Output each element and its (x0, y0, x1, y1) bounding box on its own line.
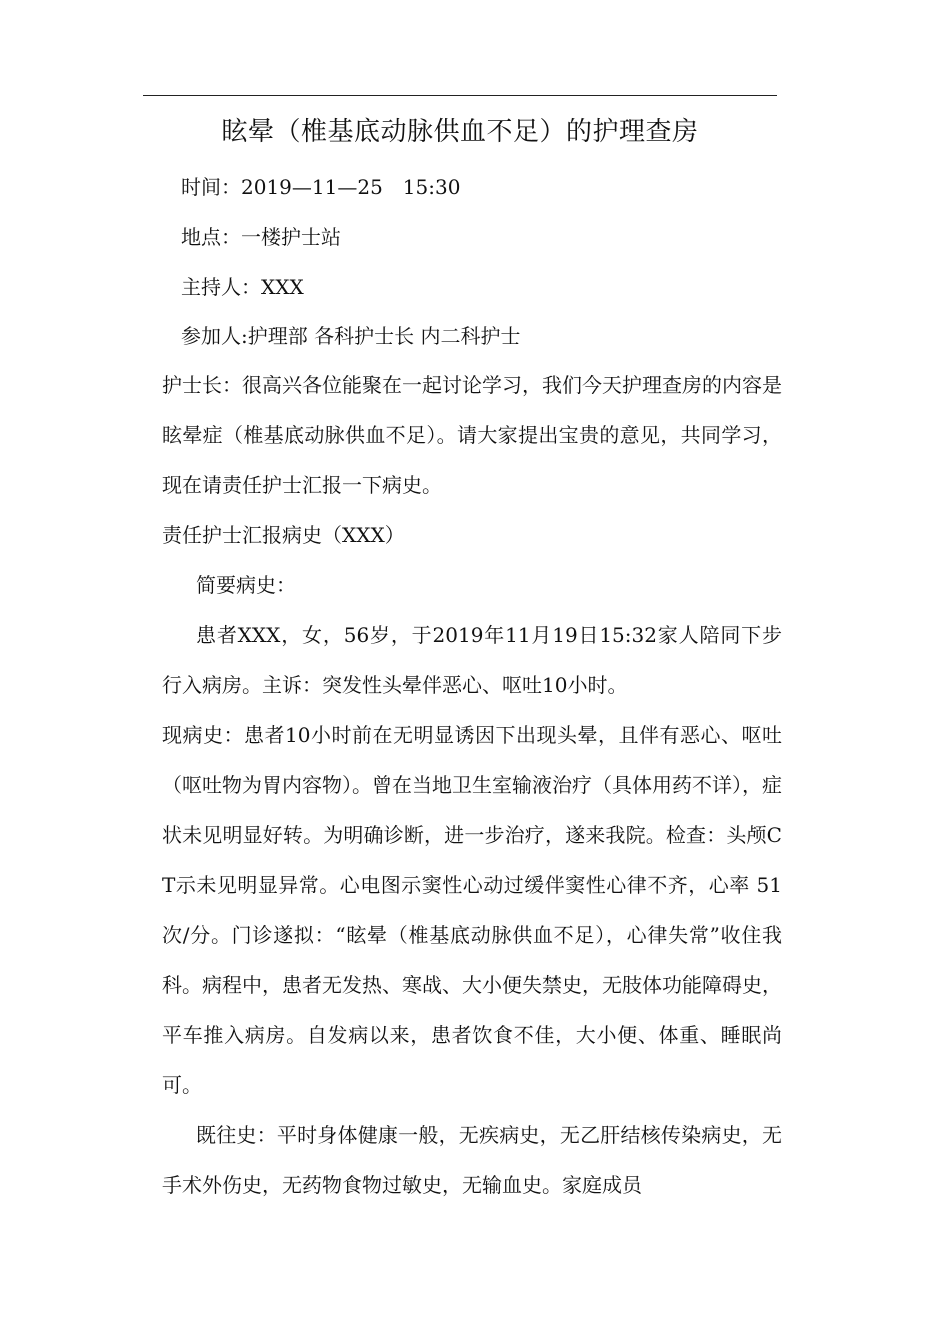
paragraph-present-illness: 现病史：患者10小时前在无明显诱因下出现头晕，且伴有恶心、呕吐（呕吐物为胃内容物）。曾在当地卫生室输液治疗（具体用药不详），症状未见明显好转。为明确诊断，进一步治疗，遂来我院。检查：头颅CT示未见明显异常。心电图示窦性心动过缓伴窦性心律不齐，心率 51 次/分。门诊遂拟：“眩晕（椎基底动脉供血不足），心律失常”收住我科。病程中，患者无发热、寒战、大小便失禁史，无肢体功能障碍史，平车推入病房。自发病以来，患者饮食不佳，大小便、体重、睡眠尚可。 (162, 723, 782, 1097)
brief-history-label: 简要病史： (196, 573, 296, 597)
meta-time: 时间：2019—11—25 15:30 (181, 175, 461, 199)
document-title: 眩晕（椎基底动脉供血不足）的护理查房 (221, 117, 699, 147)
report-heading: 责任护士汇报病史（XXX） (162, 523, 405, 547)
header-rule (143, 95, 777, 96)
meta-place: 地点：一楼护士站 (181, 225, 341, 249)
paragraph-past-history: 既往史：平时身体健康一般，无疾病史，无乙肝结核传染病史，无手术外伤史，无药物食物过敏史，无输血史。家庭成员 (162, 1123, 782, 1197)
paragraph-head-nurse: 护士长：很高兴各位能聚在一起讨论学习，我们今天护理查房的内容是眩晕症（椎基底动脉供血不足）。请大家提出宝贵的意见，共同学习，现在请责任护士汇报一下病史。 (162, 373, 782, 497)
meta-host: 主持人：XXX (181, 275, 304, 299)
paragraph-patient-intro: 患者XXX，女，56岁，于2019年11月19日15:32家人陪同下步行入病房。主诉：突发性头晕伴恶心、呕吐10小时。 (162, 623, 782, 697)
meta-participants: 参加人:护理部 各科护士长 内二科护士 (181, 324, 521, 348)
